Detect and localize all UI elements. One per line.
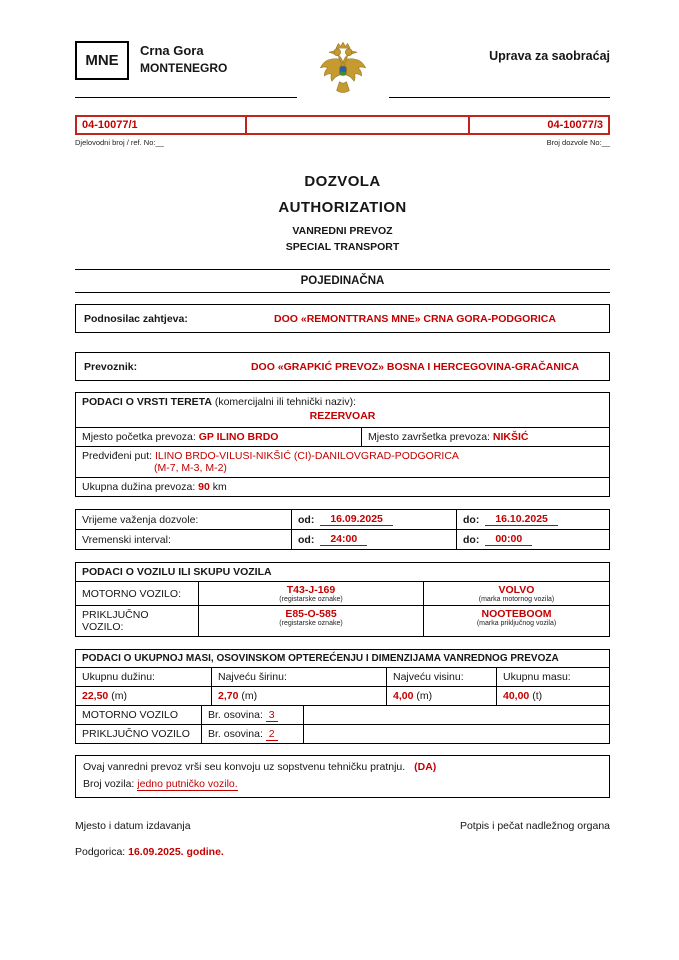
trailer-axles-row [76,724,609,743]
route-value-roads: (M-7, M-3, M-2) [154,462,227,474]
reference-captions [75,138,610,147]
start-place-label: Mjesto početka prevoza: [82,431,196,443]
issued-line [75,846,610,858]
reference-number-row [75,115,610,135]
interval-to-cell [456,530,609,549]
trailer-brand-cell [423,606,609,636]
issue-date: 16.09.2025. godine. [128,846,224,858]
applicant-value: DOO «REMONTTRANS MNE» CRNA GORA-PODGORICA [274,312,556,325]
height-col-label: Najveću visinu: [386,668,496,686]
length-unit: km [212,481,227,493]
document-header [75,40,610,98]
interval-to-time: 00:00 [485,533,532,546]
start-place-value: GP ILINO BRDO [198,431,279,443]
length-col-value-cell [76,687,211,705]
cargo-header [76,393,609,427]
signature-label: Potpis i pečat nadležnog organa [459,820,610,832]
issue-place: Podgorica: [75,846,126,858]
vehicles-header: PODACI O VOZILU ILI SKUPU VOZILA [82,566,272,578]
carrier-value: DOO «GRAPKIĆ PREVOZ» BOSNA I HERCEGOVINA-GRAČANICA [250,360,580,373]
ref-caption-right: Broj dozvole No:__ [546,138,610,147]
cargo-header-title: PODACI O VRSTI TERETA [82,396,212,408]
time-interval-row [76,529,609,549]
motor-axles-cell [201,706,303,724]
height-col-unit: (m) [416,690,433,702]
motor-axle-count: 3 [266,709,278,722]
width-col-value: 2,70 [218,690,239,702]
ref-number-left: 04-10077/1 [82,119,138,131]
mass-col-label: Ukupnu masu: [496,668,609,686]
ref-caption-left: Djelovodni broj / ref. No:__ [75,138,164,147]
end-place-value: NIKŠIĆ [492,431,529,443]
country-block [140,40,227,97]
width-col-value-cell [211,687,386,705]
length-cell [76,478,609,496]
dimension-values-row [76,686,609,705]
carrier-section [75,352,610,381]
title-main: DOZVOLA [304,173,381,190]
time-interval-label: Vremenski interval: [82,533,171,546]
route-label: Predviđeni put: [82,450,153,462]
route-line [82,450,603,462]
height-col-value: 4,00 [393,690,414,702]
do-label: do: [463,513,480,526]
convoy-statement: Ovaj vanredni prevoz vrši seu konvoju uz sopstvenu tehničku pratnju. [83,761,406,773]
length-label: Ukupna dužina prevoza: [82,481,196,493]
montenegro-coat-of-arms-icon [297,40,389,98]
width-col-unit: (m) [241,690,258,702]
validity-from-cell [291,510,456,529]
end-place-label: Mjesto završetka prevoza: [368,431,490,443]
dimensions-section [75,649,610,744]
trailer-vehicle-row [76,605,609,636]
validity-to-date: 16.10.2025 [485,513,558,526]
route-value: ILINO BRDO-VILUSI-NIKŠIĆ (CI)-DANILOVGRAD-PODGORICA [154,450,459,462]
end-place-cell [361,428,609,446]
mass-col-value: 40,00 [503,690,530,702]
title-sub-en: SPECIAL TRANSPORT [285,241,400,253]
od-label-2: od: [298,533,315,546]
authorization-type: POJEDINAČNA [300,275,385,287]
trailer-brand-value: NOOTEBOOM [481,608,552,620]
trailer-plate-cell [198,606,423,636]
ref-number-right: 04-10077/3 [468,117,608,133]
dimension-labels-row [76,667,609,686]
do-label-2: do: [463,533,480,546]
mass-col-unit: (t) [532,690,543,702]
length-row [76,477,609,496]
motor-axle-count-label: Br. osovina: [208,709,263,721]
width-col-label: Najveću širinu: [211,668,386,686]
title-main-en: AUTHORIZATION [278,199,407,216]
applicant-label: Podnosilac zahtjeva: [84,312,188,325]
trailer-axle-count-label: Br. osovina: [208,728,263,740]
trailer-axle-count: 2 [266,728,278,741]
escort-count-label: Broj vozila: [83,778,135,790]
motor-brand-cell [423,582,609,605]
trailer-axles-label: PRIKLJUČNO VOZILO [82,728,190,740]
title-sub: VANREDNI PREVOZ [292,225,393,237]
trailer-brand-caption: (marka priključnog vozila) [476,620,557,627]
cargo-places-row [76,427,609,446]
length-col-unit: (m) [111,690,127,702]
country-name-en: MONTENEGRO [140,61,228,75]
route-row [76,446,609,477]
mass-col-value-cell [496,687,609,705]
convoy-section [75,755,610,798]
applicant-section [75,304,610,333]
issue-place-label: Mjesto i datum izdavanja [75,820,191,832]
escort-count-value: jedno putničko vozilo. [137,778,238,790]
trailer-vehicle-label: PRIKLJUČNO VOZILO: [82,609,149,633]
agency-name: Uprava za saobraćaj [389,40,611,98]
od-label: od: [298,513,315,526]
start-place-cell [76,428,361,446]
route-cell [76,447,609,477]
length-col-value: 22,50 [82,690,109,702]
validity-period-row [76,510,609,529]
convoy-line-2 [83,778,602,790]
trailer-plate-value: E85-O-585 [285,608,337,620]
cargo-header-note: (komercijalni ili tehnički naziv): [214,396,357,408]
validity-to-cell [456,510,609,529]
motor-axles-row [76,705,609,724]
length-col-label: Ukupnu dužinu: [82,671,155,683]
motor-plate-caption: (registarske oznake) [279,596,343,603]
interval-from-cell [291,530,456,549]
validity-section [75,509,610,550]
mne-country-code: MNE [85,52,119,69]
carrier-label: Prevoznik: [84,360,138,373]
interval-from-time: 24:00 [320,533,367,546]
height-col-value-cell [386,687,496,705]
motor-vehicle-label: MOTORNO VOZILO: [82,587,181,600]
cargo-header-line [82,396,603,408]
trailer-axles-cell [201,725,303,743]
ref-middle-cell [245,117,468,133]
cargo-section [75,392,610,497]
motor-axles-empty-cell [303,706,609,724]
trailer-axles-empty-cell [303,725,609,743]
convoy-line-1 [83,761,602,773]
dimensions-header: PODACI O UKUPNOJ MASI, OSOVINSKOM OPTEREĆENJU I DIMENZIJAMA VANREDNOG PREVOZA [82,653,559,664]
divider-bottom [75,292,610,293]
motor-brand-caption: (marka motornog vozila) [478,596,555,603]
validity-period-label: Vrijeme važenja dozvole: [82,513,199,526]
motor-plate-value: T43-J-169 [286,584,336,596]
motor-vehicle-row [76,581,609,605]
header-left [75,40,297,98]
footer-labels [75,820,610,832]
trailer-plate-caption: (registarske oznake) [279,620,343,627]
validity-from-date: 16.09.2025 [320,513,393,526]
cargo-name: REZERVOAR [309,410,376,422]
convoy-answer: (DA) [414,761,437,773]
country-name: Crna Gora [140,43,204,58]
motor-axles-label: MOTORNO VOZILO [82,709,179,721]
title-block [75,173,610,253]
vehicles-section [75,562,610,637]
motor-brand-value: VOLVO [498,584,535,596]
length-value: 90 [198,481,210,493]
motor-plate-cell [198,582,423,605]
mne-country-code-box [75,41,129,80]
